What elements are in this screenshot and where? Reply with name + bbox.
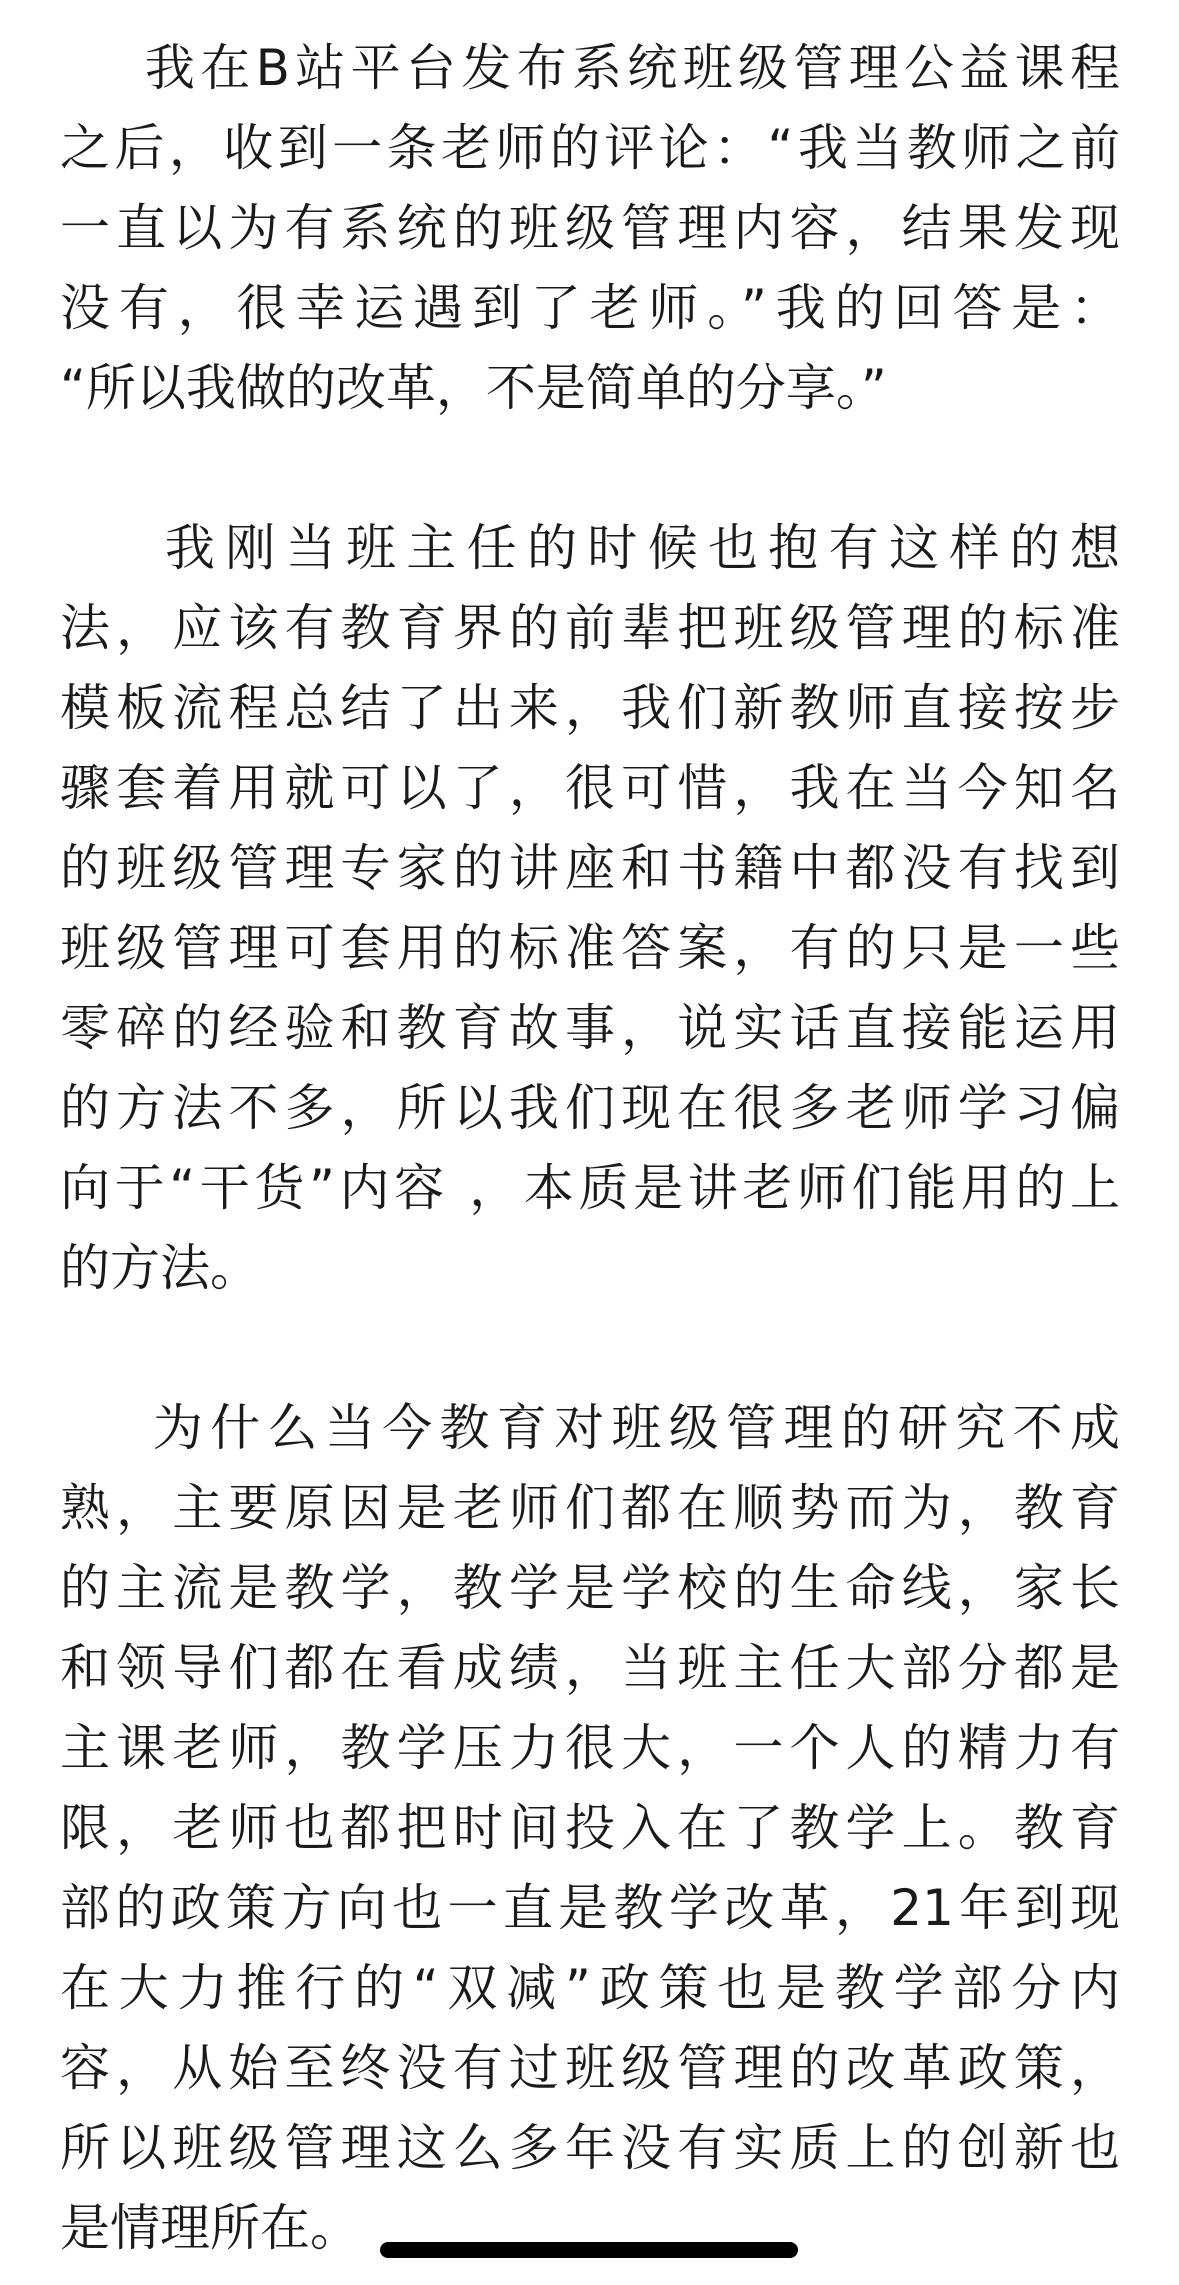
paragraph-gap [60,428,1120,508]
text-line: 主课老师，教学压力很大，一个人的精力有 [60,1719,1120,1777]
text-line: 法，应该有教育界的前辈把班级管理的标准 [60,599,1120,657]
text-line: 是情理所在。 [60,2199,360,2257]
paragraph-2 [60,508,1120,1308]
text-line: 所以班级管理这么多年没有实质上的创新也 [60,2119,1120,2177]
text-line: 骤套着用就可以了，很可惜，我在当今知名 [60,759,1120,817]
text-line: 的方法。 [60,1239,260,1297]
text-line: 我刚当班主任的时候也抱有这样的想 [60,519,1120,577]
text-line: 零碎的经验和教育故事，说实话直接能运用 [60,999,1120,1057]
text-line: 部的政策方向也一直是教学改革，21年到现 [60,1879,1120,1937]
article-body [60,28,1120,2268]
text-line: 限，老师也都把时间投入在了教学上。教育 [60,1799,1120,1857]
text-line: 容，从始至终没有过班级管理的改革政策， [60,2039,1120,2097]
text-line: 模板流程总结了出来，我们新教师直接按步 [60,679,1120,737]
text-line: 和领导们都在看成绩，当班主任大部分都是 [60,1639,1120,1697]
paragraph-gap [60,1308,1120,1388]
text-line: 之后，收到一条老师的评论：“我当教师之前 [60,119,1120,177]
text-line: 向于“干货”内容 ，本质是讲老师们能用的上 [60,1159,1120,1217]
home-indicator-bar[interactable] [380,2242,798,2258]
text-line: 没有，很幸运遇到了老师。”我的回答是： [60,279,1120,337]
text-line: 的班级管理专家的讲座和书籍中都没有找到 [60,839,1120,897]
paragraph-3 [60,1388,1120,2268]
text-line: 一直以为有系统的班级管理内容，结果发现 [60,199,1120,257]
text-line: 的方法不多，所以我们现在很多老师学习偏 [60,1079,1120,1137]
text-line: 熟，主要原因是老师们都在顺势而为，教育 [60,1479,1120,1537]
text-line: 在大力推行的“双减”政策也是教学部分内 [60,1959,1120,2017]
text-line: 的主流是教学，教学是学校的生命线，家长 [60,1559,1120,1617]
paragraph-1 [60,28,1120,428]
text-line: 我在B站平台发布系统班级管理公益课程 [60,39,1120,97]
text-line: “所以我做的改革，不是简单的分享。” [60,359,887,417]
text-line: 为什么当今教育对班级管理的研究不成 [60,1399,1120,1457]
text-line: 班级管理可套用的标准答案，有的只是一些 [60,919,1120,977]
